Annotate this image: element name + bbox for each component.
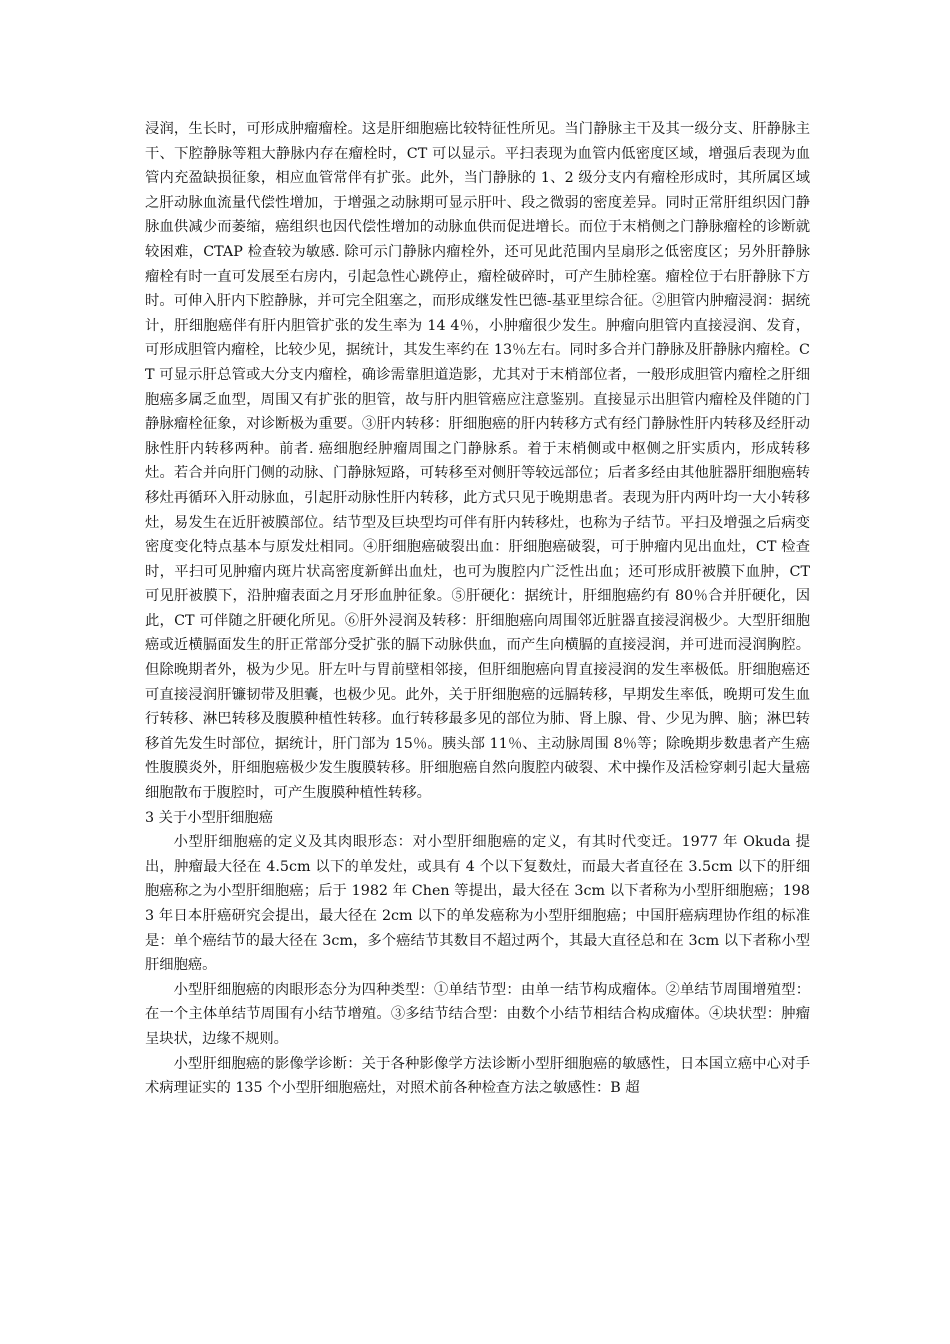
body-paragraph-continuation: 浸润，生长时，可形成肿瘤瘤栓。这是肝细胞癌比较特征性所见。当门静脉主干及其一级分支、肝静脉主干、下腔静脉等粗大静脉内存在瘤栓时，CT 可以显示。平扫表现为血管内低密度区域，增强后表现为血管内充盈缺损征象，相应血管常伴有扩张。此外，当门静脉的 1、2 级分支内有瘤栓形成时，其所属区域之肝动脉血流量代偿性增加，于增强之动脉期可显示肝叶、段之微弱的密度差异。同时正常肝组织因门静脉血供减少而萎缩，癌组织也因代偿性增加的动脉血供而促进增长。而位于末梢侧之门静脉瘤栓的诊断就较困难，CTAP 检查较为敏感. 除可示门静脉内瘤栓外，还可见此范围内呈扇形之低密度区；另外肝静脉瘤栓有时一直可发展至右房内，引起急性心跳停止，瘤栓破碎时，可产生肺栓塞。瘤栓位于右肝静脉下方时。可伸入肝内下腔静脉，并可完全阻塞之，而形成继发性巴德-基亚里综合征。②胆管内肿瘤浸润：据统计，肝细胞癌伴有肝内胆管扩张的发生率为 14 4％，小肿瘤很少发生。肿瘤向胆管内直接浸润、发育，可形成胆管内瘤栓，比较少见，据统计，其发生率约在 13％左右。同时多合并门静脉及肝静脉内瘤栓。CT 可显示肝总管或大分支内瘤栓，确诊需靠胆道造影，尤其对于末梢部位者，一般形成胆管内瘤栓之肝细胞癌多属乏血型，周围又有扩张的胆管，故与肝内胆管癌应注意鉴别。直接显示出胆管内瘤栓及伴随的门静脉瘤栓征象，对诊断极为重要。③肝内转移：肝细胞癌的肝内转移方式有经门静脉性肝内转移及经肝动脉性肝内转移两种。前者. 癌细胞经肿瘤周围之门静脉系。着于末梢侧或中枢侧之肝实质内，形成转移灶。若合并向肝门侧的动脉、门静脉短路，可转移至对侧肝等较远部位；后者多经由其他脏器肝细胞癌转移灶再循环入肝动脉血，引起肝动脉性肝内转移，此方式只见于晚期患者。表现为肝内两叶均一大小转移灶，易发生在近肝被膜部位。结节型及巨块型均可伴有肝内转移灶，也称为子结节。平扫及增强之后病变密度变化特点基本与原发灶相同。④肝细胞癌破裂出血：肝细胞癌破裂，可于肿瘤内见出血灶，CT 检查时，平扫可见肿瘤内斑片状高密度新鲜出血灶，也可为腹腔内广泛性出血；还可形成肝被膜下血肿，CT 可见肝被膜下，沿肿瘤表面之月牙形血肿征象。⑤肝硬化：据统计，肝细胞癌约有 80％合并肝硬化，因此，CT 可伴随之肝硬化所见。⑥肝外浸润及转移：肝细胞癌向周围邻近脏器直接浸润极少。大型肝细胞癌或近横膈面发生的肝正常部分受扩张的膈下动脉供血，而产生向横膈的直接浸润，并可进而浸润胸腔。但除晚期者外，极为少见。肝左叶与胃前壁相邻接，但肝细胞癌向胃直接浸润的发生率极低。肝细胞癌还可直接浸润肝镰韧带及胆囊，也极少见。此外，关于肝细胞癌的远膈转移，早期发生率低，晚期可发生血行转移、淋巴转移及腹膜种植性转移。血行转移最多见的部位为肺、肾上腺、骨、少见为脾、脑；淋巴转移首先发生时部位，据统计，肝门部为 15％。胰头部 11％、主动脉周围 8％等；除晚期步数患者产生癌性腹膜炎外，肝细胞癌极少发生腹膜转移。肝细胞癌自然向腹腔内破裂、术中操作及活检穿刺引起大量癌细胞散布于腹腔时，可产生腹膜种植性转移。	[145, 121, 810, 802]
document-page	[145, 117, 810, 1101]
body-paragraph-imaging: 小型肝细胞癌的影像学诊断：关于各种影像学方法诊断小型肝细胞癌的敏感性，日本国立癌中心对手术病理证实的 135 个小型肝细胞癌灶，对照术前各种检查方法之敏感性：B 超	[145, 1055, 810, 1097]
section-heading: 3 关于小型肝细胞癌	[145, 809, 274, 826]
body-paragraph-morphology: 小型肝细胞癌的肉眼形态分为四种类型：①单结节型：由单一结节构成瘤体。②单结节周围增殖型：在一个主体单结节周围有小结节增殖。③多结节结合型：由数个小结节相结合构成瘤体。④块状型：肿瘤呈块状，边缘不规则。	[145, 981, 810, 1047]
body-paragraph-definition: 小型肝细胞癌的定义及其肉眼形态：对小型肝细胞癌的定义，有其时代变迁。1977 年 Okuda 提出，肿瘤最大径在 4.5cm 以下的单发灶，或具有 4 个以下复数灶，而最大者直径在 3.5cm 以下的肝细胞癌称之为小型肝细胞癌；后于 1982 年 Chen 等提出，最大径在 3cm 以下者称为小型肝细胞癌；1983 年日本肝癌研究会提出，最大径在 2cm 以下的单发癌称为小型肝细胞癌；中国肝癌病理协作组的标准是：单个癌结节的最大径在 3cm，多个癌结节其数目不超过两个，其最大直径总和在 3cm 以下者称小型肝细胞癌。	[145, 834, 810, 974]
